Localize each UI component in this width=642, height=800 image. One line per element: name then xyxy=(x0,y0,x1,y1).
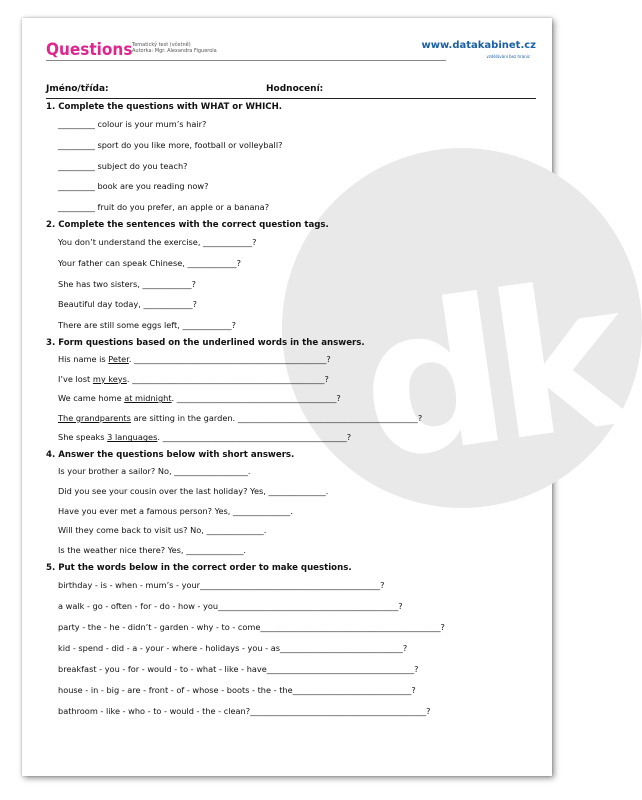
page-title: Questions xyxy=(46,40,133,60)
exercise-item xyxy=(46,389,536,409)
section-4 xyxy=(46,448,536,561)
exercise-item: breakfast - you - for - would - to - what - like - have____________________________________? xyxy=(58,663,419,674)
item-pre: She speaks xyxy=(58,432,108,443)
exercise-item: _________ subject do you teach? xyxy=(58,160,188,171)
item-post: are sitting in the garden. ____________________________________________? xyxy=(130,412,423,423)
exercise-item: birthday - is - when - mum’s - your____________________________________________? xyxy=(58,579,385,590)
exercise-item xyxy=(46,370,536,390)
exercise-item: Beautiful day today, ____________? xyxy=(58,299,197,310)
exercise-item: Is the weather nice there? Yes, ______________. xyxy=(58,545,247,556)
item-pre: His name is xyxy=(58,353,109,364)
exercise-item: _________ colour is your mum’s hair? xyxy=(58,119,207,129)
section-2 xyxy=(46,218,536,336)
item-pre: I’ve lost xyxy=(58,373,93,384)
underlined-word: my keys xyxy=(92,373,127,384)
underlined-word: 3 languages xyxy=(107,432,158,443)
exercise-item: _________ sport do you like more, football or volleyball? xyxy=(58,139,283,150)
header-subtitle-1: Tematický test (včetně) xyxy=(132,42,191,48)
exercise-item: Have you ever met a famous person? Yes, ______________. xyxy=(58,505,293,516)
exercise-item: a walk - go - often - for - do - how - you____________________________________________? xyxy=(58,600,403,611)
site-tagline: vzdělávání bez hranic xyxy=(486,54,530,59)
section-title: 2. Complete the sentences with the correct question tags. xyxy=(46,219,329,230)
exercise-item xyxy=(46,350,536,370)
exercise-item: You don’t understand the exercise, ____________? xyxy=(58,236,257,247)
exercise-item xyxy=(46,409,536,429)
exercise-item: Did you see your cousin over the last holiday? Yes, ______________. xyxy=(58,485,329,496)
header-subtitle-2: Autorka: Mgr. Alexandra Figuerola xyxy=(132,48,217,54)
underlined-word: at midnight xyxy=(124,393,172,404)
item-post: . _____________________________________________? xyxy=(157,432,352,443)
header-divider xyxy=(46,60,446,61)
item-post: . _______________________________________? xyxy=(171,393,341,404)
item-pre: We came home xyxy=(58,393,125,404)
exercise-item: Will they come back to visit us? No, ______________. xyxy=(58,525,267,536)
exercise-item: There are still some eggs left, ____________? xyxy=(58,320,236,331)
site-link[interactable]: www.datakabinet.cz xyxy=(421,40,536,51)
page-header xyxy=(46,40,536,70)
exercise-item: kid - spend - did - a - your - where - holidays - you - as______________________________? xyxy=(58,642,408,653)
section-title: 1. Complete the questions with WHAT or WHICH. xyxy=(46,102,283,112)
item-post: . _______________________________________________? xyxy=(126,373,329,384)
exercise-item: _________ fruit do you prefer, an apple or a banana? xyxy=(58,202,270,213)
section-1 xyxy=(46,100,536,218)
exercise-item: _________ book are you reading now? xyxy=(58,181,209,192)
section-title: 5. Put the words below in the correct order to make questions. xyxy=(46,562,352,573)
worksheet-page xyxy=(22,18,630,776)
underlined-word: Peter xyxy=(108,353,129,364)
exercise-item: party - the - he - didn’t - garden - why - to - come____________________________________________? xyxy=(58,621,445,632)
item-post: . _______________________________________________? xyxy=(128,353,331,364)
exercise-item: She has two sisters, ____________? xyxy=(58,278,196,289)
exercise-item xyxy=(46,428,536,448)
header-subinfo xyxy=(132,42,217,54)
exercise-item: Your father can speak Chinese, ____________? xyxy=(58,257,241,268)
section-3 xyxy=(46,336,536,448)
exercise-item: house - in - big - are - front - of - whose - boots - the - the_____________________________? xyxy=(58,684,416,695)
exercises xyxy=(46,100,536,722)
section-5 xyxy=(46,561,536,722)
grade-label: Hodnocení: xyxy=(266,84,324,94)
name-bar xyxy=(46,84,536,99)
exercise-item: Is your brother a sailor? No, __________________. xyxy=(58,465,251,476)
exercise-item: bathroom - like - who - to - would - the - clean?___________________________________________? xyxy=(58,705,431,716)
name-class-label: Jméno/třída: xyxy=(46,84,109,94)
watermark-dk-logo: dk xyxy=(346,239,630,506)
section-title: 4. Answer the questions below with short answers. xyxy=(46,449,295,460)
underlined-word: The grandparents xyxy=(58,412,131,423)
section-title: 3. Form questions based on the underlined words in the answers. xyxy=(46,337,365,348)
